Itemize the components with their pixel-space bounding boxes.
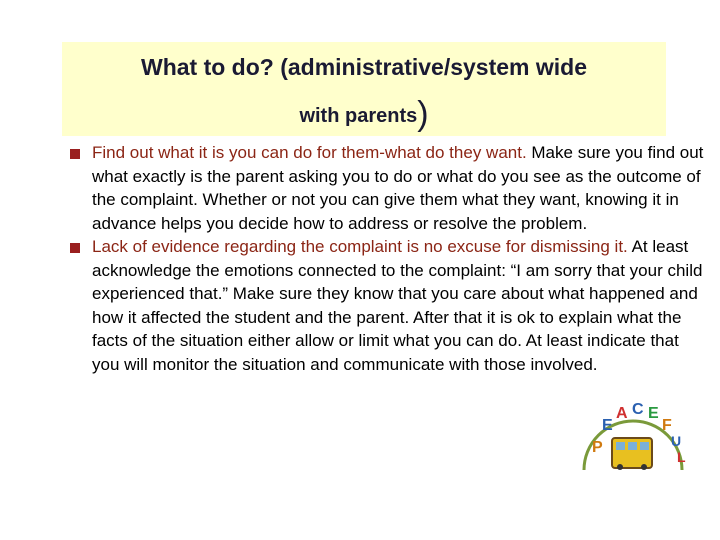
square-bullet-icon — [70, 149, 80, 159]
bullet-text: At least acknowledge the emotions connected to the complaint: “I am sorry that your child experienced that.” Make sure they know that you care about what happened and how it affected the student and the parent. After that it is ok to explain what the facts of the situation either allow or limit what you can do. At least indicate that you will monitor the situation and communicate with those involved. — [92, 237, 703, 374]
svg-text:A: A — [616, 405, 628, 422]
bullet-highlight: Find out what it is you can do for them-what do they want. — [92, 143, 527, 162]
svg-text:E: E — [648, 405, 659, 422]
slide-title-line1: What to do? (administrative/system wide — [140, 54, 588, 80]
slide-title-line2 — [62, 92, 666, 131]
svg-text:E: E — [602, 417, 613, 434]
bullet-item — [68, 141, 708, 235]
square-bullet-icon — [70, 243, 80, 253]
bullet-item — [68, 235, 708, 376]
svg-text:L: L — [677, 449, 686, 465]
svg-text:C: C — [632, 401, 644, 418]
title-line2-text: with parents — [299, 105, 418, 127]
bullet-text: Make sure you find out what exactly is the parent asking you to do or what do you see as the outcome of the complaint. Whether or not you can give them what they want, knowing it in advance helps you decide how to address or resolve the problem. — [92, 143, 704, 233]
bullet-list — [68, 141, 708, 376]
svg-text:P: P — [592, 439, 603, 456]
title-close-paren: ) — [417, 95, 429, 133]
svg-text:U: U — [671, 433, 682, 449]
svg-text:F: F — [662, 417, 672, 434]
peaceful-logo-icon — [578, 400, 688, 470]
title-box — [62, 42, 666, 136]
bullet-highlight: Lack of evidence regarding the complaint is no excuse for dismissing it. — [92, 237, 628, 256]
